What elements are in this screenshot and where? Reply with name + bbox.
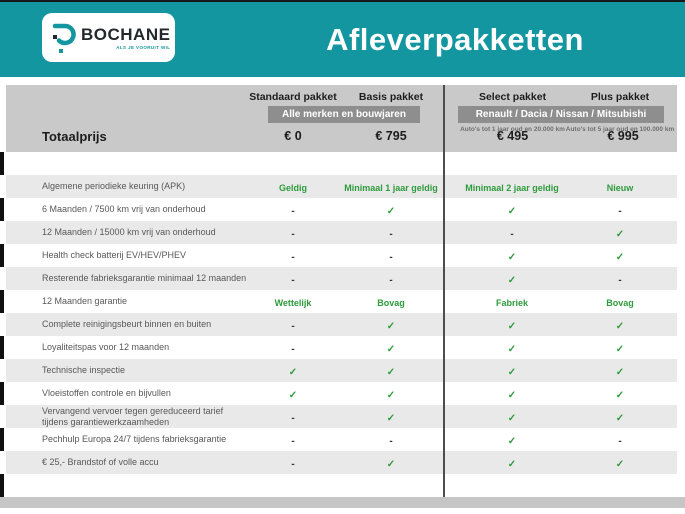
check-icon: ✓ [507, 274, 517, 286]
feature-label: 12 Maanden / 15000 km vrij van onderhoud [42, 227, 216, 237]
feature-label: Pechhulp Europa 24/7 tijdens fabrieksgarantie [42, 434, 227, 444]
price-basis: € 795 [375, 129, 407, 143]
check-icon: ✓ [615, 389, 625, 401]
table-row [6, 313, 677, 336]
dash-mark: - [291, 251, 295, 263]
dash-mark: - [618, 205, 622, 217]
dash-mark: - [389, 228, 393, 240]
feature-label: Resterende fabrieksgarantie minimaal 12 maanden [42, 273, 247, 283]
dash-mark: - [291, 412, 295, 424]
dash-mark: - [291, 228, 295, 240]
check-icon: ✓ [507, 412, 517, 424]
table-row [6, 336, 677, 359]
subnote-select: Auto's tot 1 jaar oud en 20.000 km [460, 126, 565, 133]
dash-mark: - [291, 274, 295, 286]
dash-mark: - [291, 320, 295, 332]
total-price-label: Totaalprijs [42, 129, 107, 144]
feature-label: € 25,- Brandstof of volle accu [42, 457, 159, 467]
dash-mark: - [291, 435, 295, 447]
cell-value: Fabriek [495, 297, 528, 308]
table-row [6, 267, 677, 290]
package-header-band [6, 85, 677, 152]
column-divider [443, 85, 445, 497]
cell-value: Bovag [377, 297, 405, 308]
check-icon: ✓ [288, 366, 298, 378]
feature-label: Health check batterij EV/HEV/PHEV [42, 250, 187, 260]
column-header-plus: Plus pakket [590, 91, 650, 103]
table-row [6, 359, 677, 382]
badge-alle-merken: Alle merken en bouwjaren [268, 106, 420, 123]
dash-mark: - [291, 205, 295, 217]
table-row [6, 405, 677, 428]
bochane-logo [42, 13, 175, 62]
feature-label: 6 Maanden / 7500 km vrij van onderhoud [42, 204, 206, 214]
feature-label: Algemene periodieke keuring (APK) [42, 181, 186, 191]
feature-label: Vloeistoffen controle en bijvullen [42, 388, 171, 398]
table-row [6, 451, 677, 474]
cell-value: Minimaal 2 jaar geldig [465, 182, 559, 193]
column-header-basis: Basis pakket [358, 91, 424, 103]
column-header-select: Select pakket [478, 91, 547, 103]
dash-mark: - [618, 435, 622, 447]
logo-wordmark: BOCHANE [81, 24, 171, 44]
check-icon: ✓ [615, 228, 625, 240]
subnote-plus: Auto's tot 5 jaar oud en 100.000 km [565, 126, 675, 133]
table-row [6, 474, 677, 497]
check-icon: ✓ [507, 320, 517, 332]
check-icon: ✓ [507, 343, 517, 355]
price-plus: € 995 [607, 129, 639, 143]
check-icon: ✓ [615, 366, 625, 378]
check-icon: ✓ [386, 320, 396, 332]
check-icon: ✓ [615, 458, 625, 470]
dash-mark: - [510, 228, 514, 240]
check-icon: ✓ [386, 366, 396, 378]
check-icon: ✓ [615, 343, 625, 355]
cell-value: Geldig [278, 182, 307, 193]
check-icon: ✓ [507, 366, 517, 378]
table-row [6, 290, 677, 313]
check-icon: ✓ [615, 251, 625, 263]
price-standaard: € 0 [284, 129, 302, 143]
table-row [6, 382, 677, 405]
feature-label: Loyaliteitspas voor 12 maanden [42, 342, 170, 352]
check-icon: ✓ [386, 205, 396, 217]
bochane-logo-icon [52, 21, 76, 55]
dash-mark: - [389, 274, 393, 286]
feature-table [6, 152, 677, 497]
feature-label: Complete reinigingsbeurt binnen en buiten [42, 319, 212, 329]
check-icon: ✓ [507, 389, 517, 401]
logo-tagline: ALS JE VOORUIT WIL [116, 44, 171, 50]
table-row [6, 221, 677, 244]
check-icon: ✓ [288, 389, 298, 401]
check-icon: ✓ [507, 458, 517, 470]
feature-label: 12 Maanden garantie [42, 296, 128, 306]
dash-mark: - [389, 435, 393, 447]
table-row [6, 152, 677, 175]
feature-label: Technische inspectie [42, 365, 126, 375]
check-icon: ✓ [386, 458, 396, 470]
check-icon: ✓ [615, 320, 625, 332]
table-row [6, 244, 677, 267]
page-title: Afleverpakketten [326, 22, 584, 57]
column-header-standaard: Standaard pakket [249, 91, 337, 103]
table-row [6, 198, 677, 221]
check-icon: ✓ [386, 412, 396, 424]
check-icon: ✓ [507, 205, 517, 217]
footer-strip [0, 497, 685, 508]
dash-mark: - [291, 458, 295, 470]
table-row [6, 175, 677, 198]
table-row [6, 428, 677, 451]
feature-label: Vervangend vervoer tegen gereduceerd tarief tijdens garantiewerkzaamheden [42, 405, 224, 427]
cell-value: Minimaal 1 jaar geldig [344, 182, 438, 193]
page-header [0, 0, 685, 77]
dash-mark: - [291, 343, 295, 355]
check-icon: ✓ [507, 251, 517, 263]
dash-mark: - [618, 274, 622, 286]
cell-value: Bovag [606, 297, 634, 308]
cell-value: Nieuw [606, 182, 634, 193]
check-icon: ✓ [386, 389, 396, 401]
price-select: € 495 [496, 129, 529, 143]
check-icon: ✓ [386, 343, 396, 355]
dash-mark: - [389, 251, 393, 263]
check-icon: ✓ [507, 435, 517, 447]
check-icon: ✓ [615, 412, 625, 424]
badge-merken-select-plus: Renault / Dacia / Nissan / Mitsubishi [458, 106, 664, 123]
cell-value: Wettelijk [274, 297, 312, 308]
